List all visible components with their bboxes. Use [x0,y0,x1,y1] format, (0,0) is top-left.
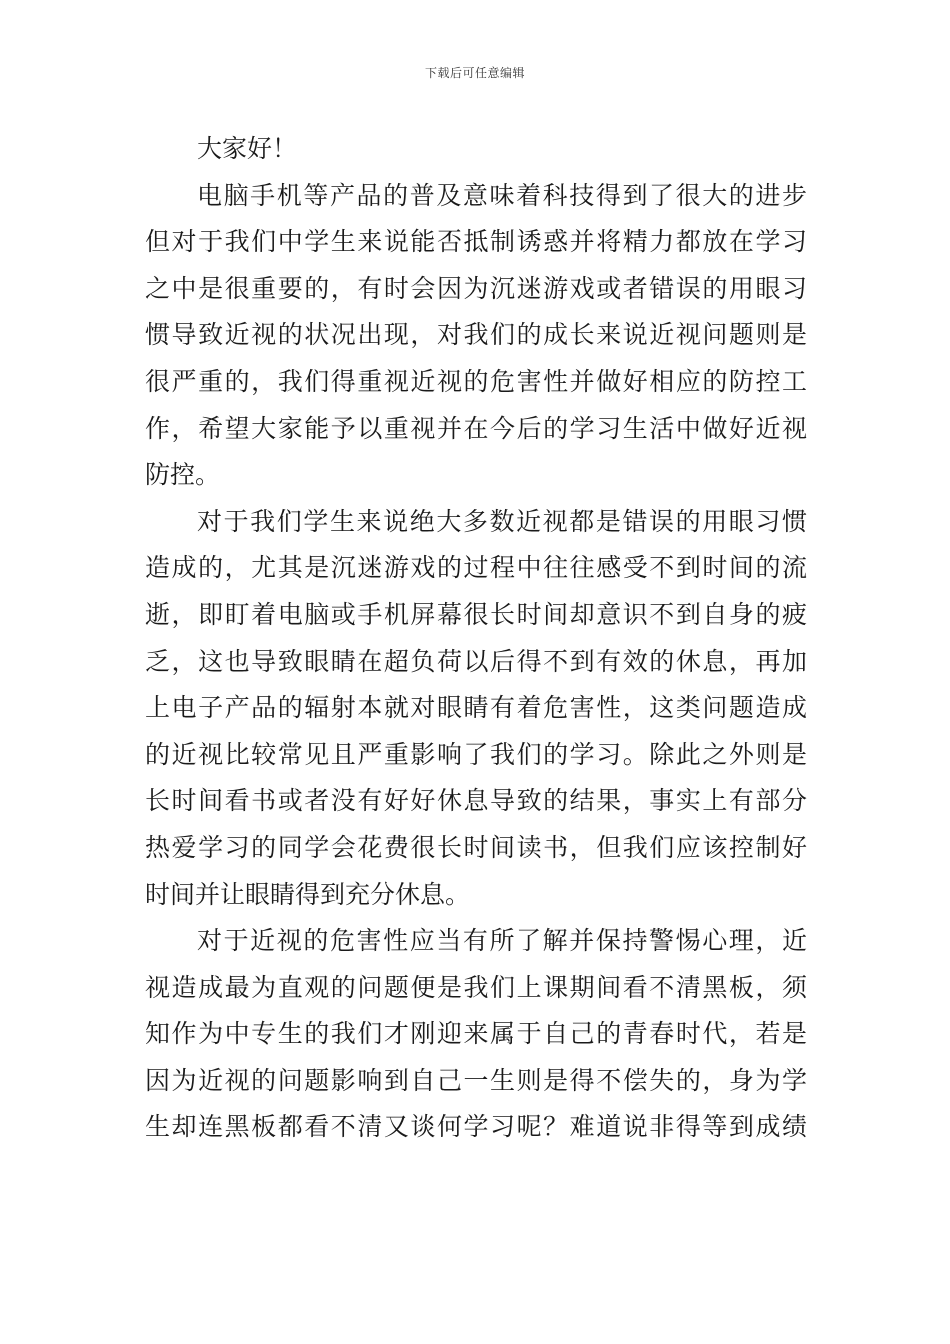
text-line: 因为近视的问题影响到自己一生则是得不偿失的，身为学 [145,1065,807,1095]
text-line: 生却连黑板都看不清又谈何学习呢？难道说非得等到成绩 [145,1112,807,1142]
text-line: 但对于我们中学生来说能否抵制诱惑并将精力都放在学习 [145,227,807,257]
text-line: 造成的，尤其是沉迷游戏的过程中往往感受不到时间的流 [145,553,807,583]
text-line: 逝，即盯着电脑或手机屏幕很长时间却意识不到自身的疲 [145,599,807,629]
text-line: 热爱学习的同学会花费很长时间读书，但我们应该控制好 [145,832,807,862]
text-line: 防控。 [145,460,221,490]
header-note: 下载后可任意编辑 [424,66,525,80]
text-line: 对于近视的危害性应当有所了解并保持警惕心理，近 [197,926,807,956]
text-line: 惯导致近视的状况出现，对我们的成长来说近视问题则是 [145,320,807,350]
text-line: 长时间看书或者没有好好休息导致的结果，事实上有部分 [145,786,807,816]
text-line: 的近视比较常见且严重影响了我们的学习。除此之外则是 [145,739,807,769]
text-line: 很严重的，我们得重视近视的危害性并做好相应的防控工 [145,366,807,396]
text-line: 知作为中专生的我们才刚迎来属于自己的青春时代，若是 [145,1019,807,1049]
text-line: 之中是很重要的，有时会因为沉迷游戏或者错误的用眼习 [145,273,807,303]
text-line: 大家好！ [197,134,298,163]
text-line: 时间并让眼睛得到充分休息。 [145,879,471,909]
text-line: 视造成最为直观的问题便是我们上课期间看不清黑板，须 [145,972,807,1002]
text-line: 作，希望大家能予以重视并在今后的学习生活中做好近视 [145,413,807,443]
text-line: 电脑手机等产品的普及意味着科技得到了很大的进步 [197,180,807,210]
text-line: 对于我们学生来说绝大多数近视都是错误的用眼习惯 [197,506,807,536]
text-line: 上电子产品的辐射本就对眼睛有着危害性，这类问题造成 [145,693,807,723]
document-body [145,126,807,1151]
text-line: 乏，这也导致眼睛在超负荷以后得不到有效的休息，再加 [145,646,807,676]
